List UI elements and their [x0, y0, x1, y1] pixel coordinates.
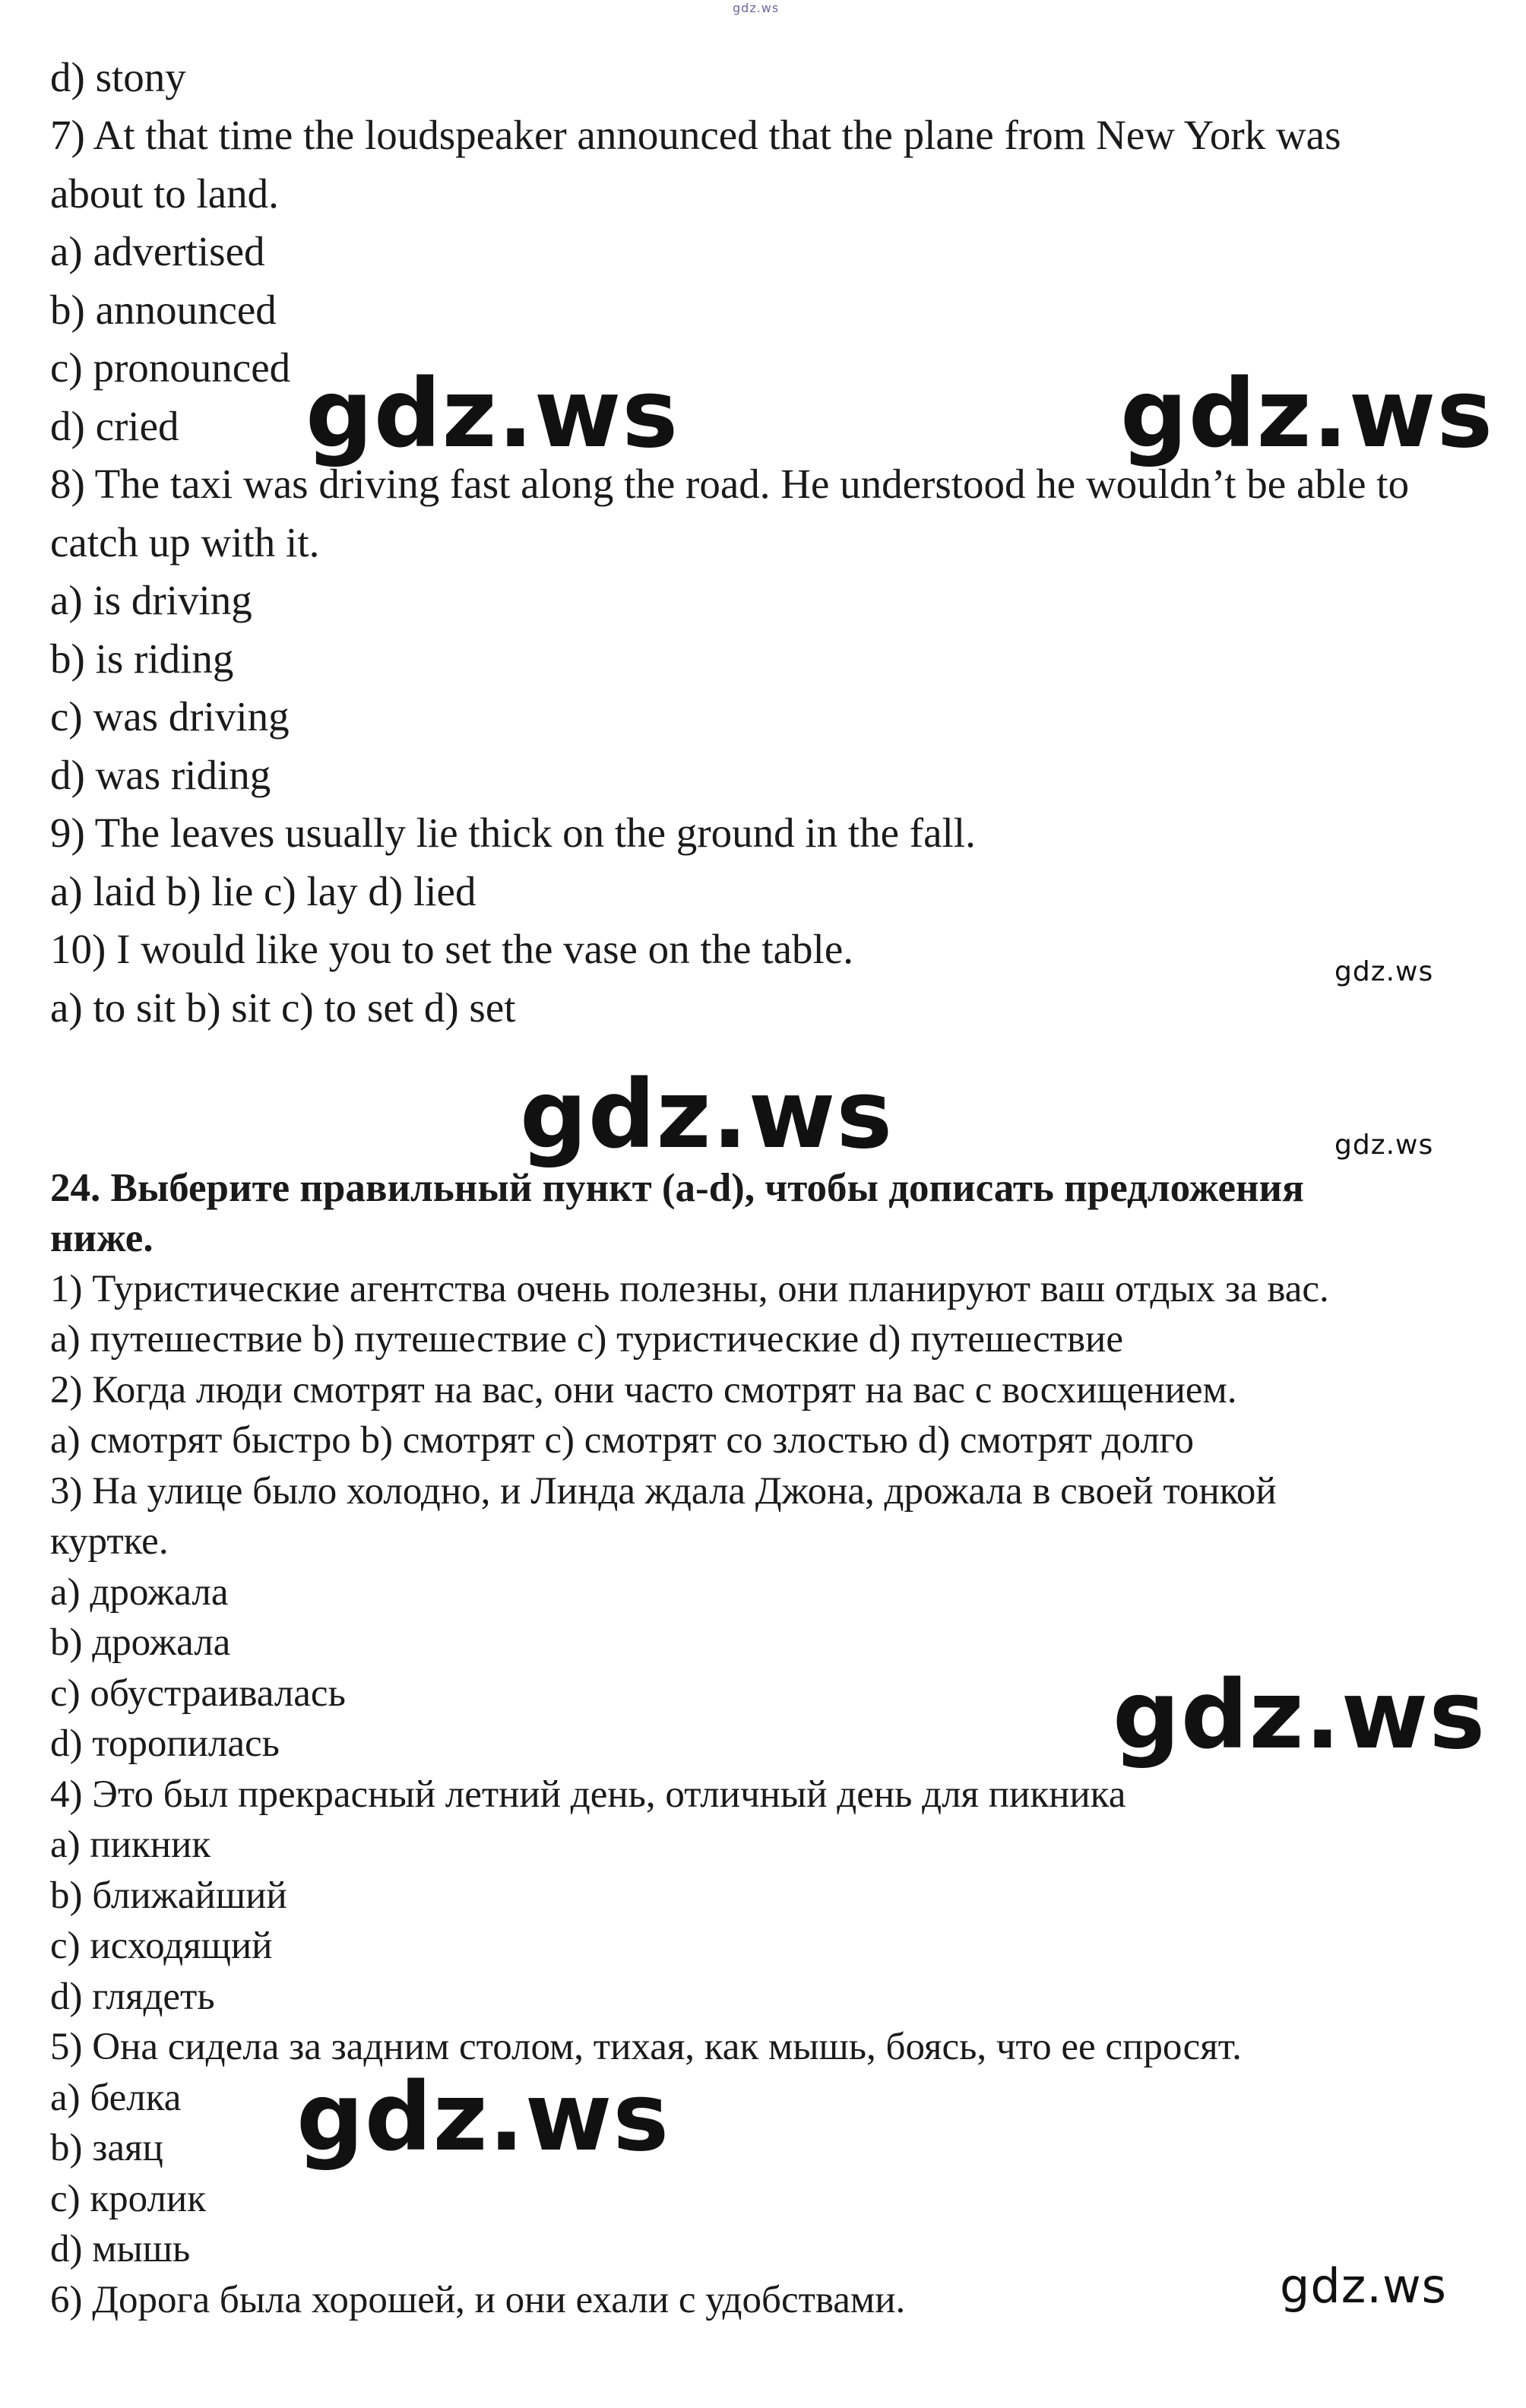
ex24-q4-option-d: d) глядеть — [50, 1976, 215, 2018]
ex24-q3-option-b: b) дрожала — [50, 1621, 231, 1664]
ex24-q4-text: 4) Это был прекрасный летний день, отличный день для пикника — [50, 1773, 1126, 1816]
ex24-q3-option-d: d) торопилась — [50, 1722, 280, 1765]
q9-options: a) laid b) lie c) lay d) lied — [50, 868, 476, 914]
ex24-q5-option-d: d) мышь — [50, 2228, 191, 2270]
q10-text: 10) I would like you to set the vase on the table. — [50, 926, 853, 972]
q10-options: a) to sit b) sit c) to set d) set — [50, 984, 516, 1031]
watermark-large-3: gdz.ws — [520, 1060, 894, 1170]
watermark-small-2: gdz.ws — [1334, 1130, 1434, 1161]
ex24-q1-options: a) путешествие b) путешествие c) туристические d) путешествие — [50, 1318, 1123, 1361]
ex24-q5-option-b: b) заяц — [50, 2127, 163, 2169]
q6-option-d: d) stony — [50, 54, 186, 100]
ex24-q4-option-a: a) пикник — [50, 1823, 211, 1866]
exercise-24-heading-line1: 24. Выберите правильный пункт (a-d), чтобы дописать предложения — [50, 1166, 1304, 1210]
ex24-q3-option-a: a) дрожала — [50, 1571, 229, 1614]
exercise-24-heading-line2: ниже. — [50, 1216, 154, 1260]
q7-text-line1: 7) At that time the loudspeaker announced that the plane from New York was — [50, 112, 1341, 158]
watermark-large-1: gdz.ws — [306, 360, 679, 469]
ex24-q3-option-c: c) обустраивалась — [50, 1672, 346, 1715]
ex24-q3-text-line2: куртке. — [50, 1520, 169, 1563]
ex24-q5-option-c: c) кролик — [50, 2178, 206, 2220]
ex24-q5-text: 5) Она сидела за задним столом, тихая, как мышь, боясь, что ее спросят. — [50, 2026, 1242, 2068]
header-watermark: gdz.ws — [733, 1, 780, 15]
watermark-small-1: gdz.ws — [1334, 956, 1434, 987]
ex24-q4-option-c: c) исходящий — [50, 1925, 273, 1967]
ex24-q2-text: 2) Когда люди смотрят на вас, они часто смотрят на вас с восхищением. — [50, 1369, 1237, 1412]
q8-option-a: a) is driving — [50, 577, 252, 623]
q7-option-a: a) advertised — [50, 228, 265, 274]
q8-text-line1: 8) The taxi was driving fast along the road. He understood he wouldn’t be able to — [50, 461, 1410, 507]
watermark-large-4: gdz.ws — [1113, 1661, 1486, 1770]
watermark-large-2: gdz.ws — [1120, 360, 1494, 469]
watermark-medium-1: gdz.ws — [1280, 2258, 1447, 2314]
ex24-q1-text: 1) Туристические агентства очень полезны, они планируют ваш отдых за вас. — [50, 1268, 1329, 1310]
q7-option-c: c) pronounced — [50, 344, 291, 391]
watermark-large-5: gdz.ws — [296, 2063, 670, 2172]
ex24-q3-text-line1: 3) На улице было холодно, и Линда ждала Джона, дрожала в своей тонкой — [50, 1470, 1277, 1513]
q9-text: 9) The leaves usually lie thick on the ground in the fall. — [50, 810, 976, 856]
ex24-q6-text: 6) Дорога была хорошей, и они ехали с удобствами. — [50, 2279, 906, 2321]
ex24-q5-option-a: a) белка — [50, 2077, 182, 2119]
q7-option-b: b) announced — [50, 287, 277, 333]
q8-option-b: b) is riding — [50, 635, 234, 682]
q8-option-c: c) was driving — [50, 693, 290, 740]
q7-option-d: d) cried — [50, 403, 179, 449]
q8-text-line2: catch up with it. — [50, 519, 320, 566]
q7-text-line2: about to land. — [50, 170, 279, 217]
q8-option-d: d) was riding — [50, 752, 271, 798]
ex24-q4-option-b: b) ближайший — [50, 1874, 287, 1917]
ex24-q2-options: a) смотрят быстро b) смотрят c) смотрят со злостью d) смотрят долго — [50, 1419, 1194, 1462]
